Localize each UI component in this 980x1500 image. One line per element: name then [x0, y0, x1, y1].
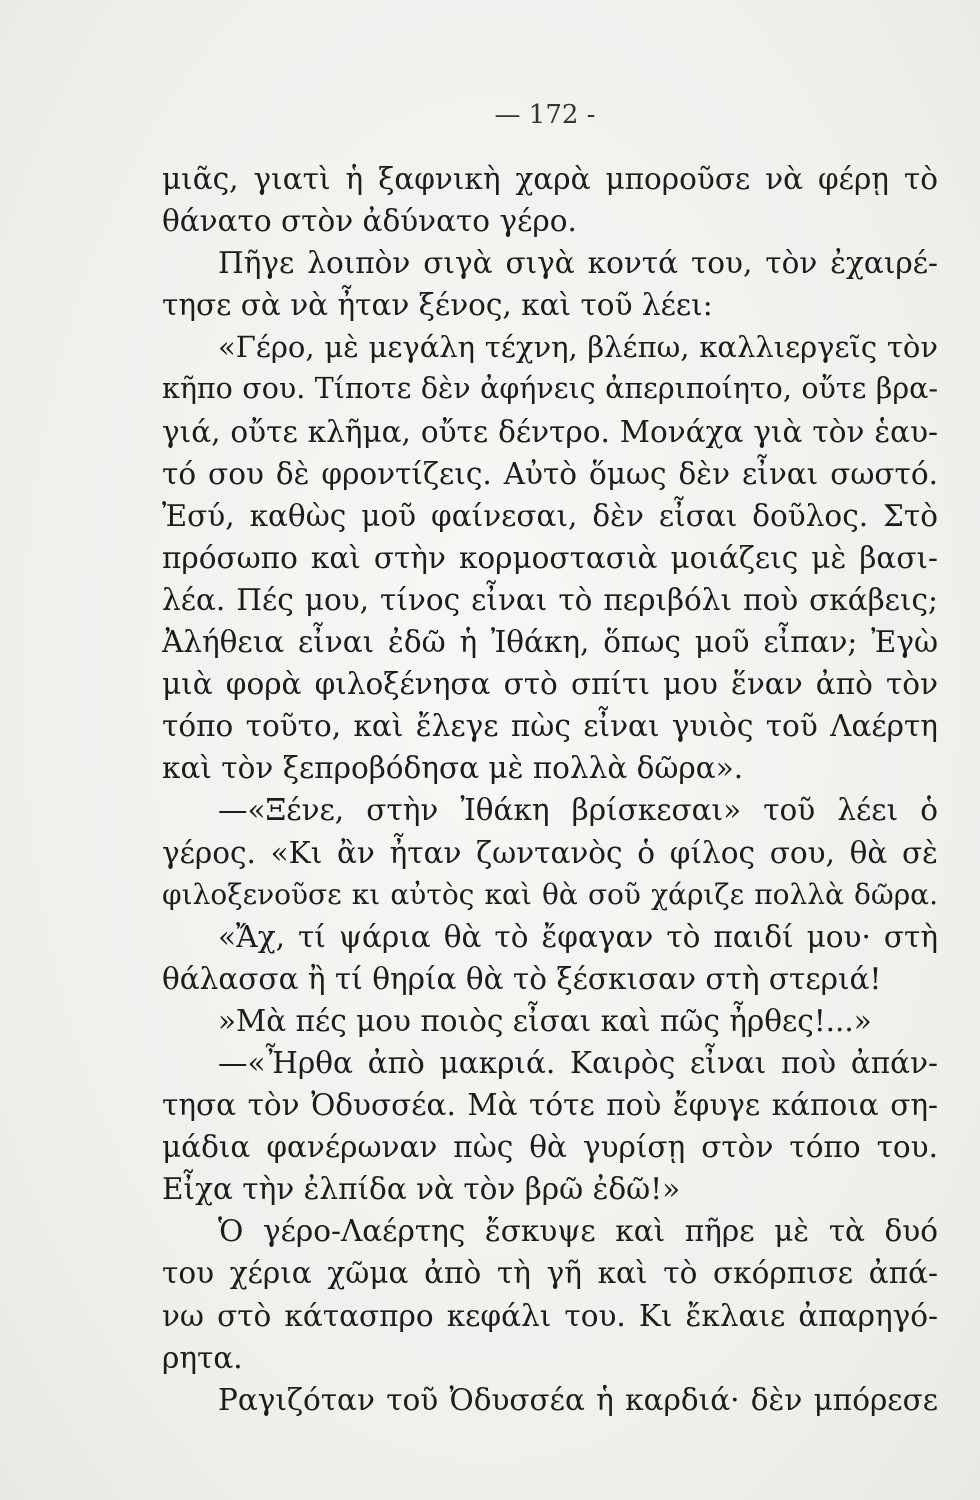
text-line: μιᾶς, γιατὶ ἡ ξαφνικὴ χαρὰ μποροῦσε νὰ φέρῃ τὸ — [162, 162, 938, 196]
text-line: Ἀλήθεια εἶναι ἐδῶ ἡ Ἰθάκη, ὅπως μοῦ εἶπαν; Ἐγὼ — [162, 625, 938, 660]
text-line: μάδια φανέρωναν πὼς θὰ γυρίσῃ στὸν τόπο του. — [162, 1130, 938, 1165]
text-line: γέρος. «Κι ἂν ἦταν ζωντανὸς ὁ φίλος σου, θὰ σὲ — [162, 835, 938, 870]
text-line: του χέρια χῶμα ἀπὸ τὴ γῆ καὶ τὸ σκόρπισε ἀπά- — [162, 1256, 938, 1291]
text-line: τησα τὸν Ὀδυσσέα. Μὰ τότε ποὺ ἔφυγε κάποια ση- — [162, 1088, 938, 1123]
text-line: πρόσωπο καὶ στὴν κορμοστασιὰ μοιάζεις μὲ βασι- — [162, 540, 938, 575]
text-line: γιά, οὔτε κλῆμα, οὔτε δέντρο. Μονάχα γιὰ τὸν ἑαυ- — [162, 414, 938, 449]
page-number: — 172 - — [494, 100, 596, 130]
text-line: »Μὰ πές μου ποιὸς εἶσαι καὶ πῶς ἦρθες!...» — [218, 1003, 872, 1038]
text-line: Πῆγε λοιπὸν σιγὰ σιγὰ κοντά του, τὸν ἐχαιρέ- — [218, 246, 938, 281]
text-line: καὶ τὸν ξεπροβόδησα μὲ πολλὰ δῶρα». — [162, 751, 744, 786]
text-line: φιλοξενοῦσε κι αὐτὸς καὶ θὰ σοῦ χάριζε πολλὰ δῶρα. — [162, 877, 938, 911]
text-line: «Γέρο, μὲ μεγάλη τέχνη, βλέπω, καλλιεργεῖς τὸν — [218, 330, 938, 365]
text-line: —«Ἦρθα ἀπὸ μακριά. Καιρὸς εἶναι ποὺ ἀπάν- — [218, 1045, 938, 1080]
text-line: κῆπο σου. Τίποτε δὲν ἀφήνεις ἀπεριποίητο, οὔτε βρα- — [162, 372, 938, 406]
text-line: τό σου δὲ φροντίζεις. Αὐτὸ ὅμως δὲν εἶναι σωστό. — [162, 456, 938, 491]
text-line: τησε σὰ νὰ ἦταν ξένος, καὶ τοῦ λέει: — [162, 288, 713, 323]
text-line: νω στὸ κάτασπρο κεφάλι του. Κι ἔκλαιε ἀπαρηγό- — [162, 1298, 938, 1333]
text-line: τόπο τοῦτο, καὶ ἔλεγε πὼς εἶναι γυιὸς τοῦ Λαέρτη — [162, 709, 938, 744]
body-text — [162, 158, 938, 1421]
text-line: Ραγιζόταν τοῦ Ὀδυσσέα ἡ καρδιά· δὲν μπόρεσε — [218, 1382, 938, 1417]
text-line: Εἶχα τὴν ἐλπίδα νὰ τὸν βρῶ ἐδῶ!» — [162, 1172, 681, 1207]
text-line: «Ἄχ, τί ψάρια θὰ τὸ ἔφαγαν τὸ παιδί μου· στὴ — [218, 919, 938, 954]
text-line: θάλασσα ἢ τί θηρία θὰ τὸ ξέσκισαν στὴ στεριά! — [162, 961, 882, 996]
text-line: ρητα. — [162, 1340, 243, 1375]
text-line: μιὰ φορὰ φιλοξένησα στὸ σπίτι μου ἕναν ἀπὸ τὸν — [162, 667, 938, 702]
text-line: Ὁ γέρο-Λαέρτης ἔσκυψε καὶ πῆρε μὲ τὰ δυό — [218, 1214, 938, 1249]
text-line: Ἐσύ, καθὼς μοῦ φαίνεσαι, δὲν εἶσαι δοῦλος. Στὸ — [162, 498, 938, 533]
text-line: —«Ξένε, στὴν Ἰθάκη βρίσκεσαι» τοῦ λέει ὁ — [218, 793, 938, 828]
text-line: λέα. Πές μου, τίνος εἶναι τὸ περιβόλι ποὺ σκάβεις; — [162, 582, 938, 617]
text-line: θάνατο στὸν ἀδύνατο γέρο. — [162, 204, 577, 239]
